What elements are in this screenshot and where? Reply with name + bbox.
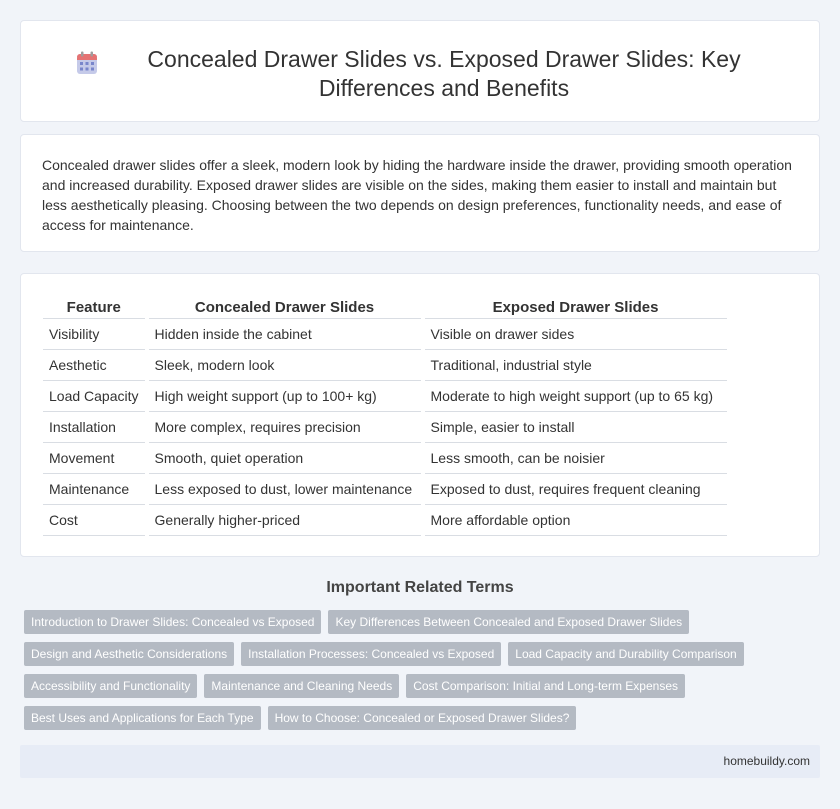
table-row bbox=[43, 350, 727, 381]
concealed-cell: More complex, requires precision bbox=[149, 412, 421, 443]
footer bbox=[20, 745, 820, 778]
concealed-cell: Smooth, quiet operation bbox=[149, 443, 421, 474]
footer-site-name[interactable]: homebuildy.com bbox=[723, 754, 810, 768]
header-concealed: Concealed Drawer Slides bbox=[149, 295, 421, 319]
exposed-cell: Simple, easier to install bbox=[425, 412, 727, 443]
related-terms-list bbox=[24, 610, 824, 738]
exposed-cell: Less smooth, can be noisier bbox=[425, 443, 727, 474]
related-term-tag[interactable]: Design and Aesthetic Considerations bbox=[24, 642, 234, 666]
related-terms-title: Important Related Terms bbox=[326, 579, 514, 596]
table-row bbox=[43, 505, 727, 536]
exposed-cell: Visible on drawer sides bbox=[425, 319, 727, 350]
comparison-card bbox=[20, 273, 820, 557]
feature-cell: Aesthetic bbox=[43, 350, 145, 381]
concealed-cell: Sleek, modern look bbox=[149, 350, 421, 381]
related-term-tag[interactable]: Maintenance and Cleaning Needs bbox=[204, 674, 399, 698]
feature-cell: Maintenance bbox=[43, 474, 145, 505]
table-row bbox=[43, 319, 727, 350]
table-row bbox=[43, 474, 727, 505]
header-exposed: Exposed Drawer Slides bbox=[425, 295, 727, 319]
exposed-cell: Moderate to high weight support (up to 65 kg) bbox=[425, 381, 727, 412]
related-term-tag[interactable]: Installation Processes: Concealed vs Exposed bbox=[241, 642, 501, 666]
exposed-cell: Exposed to dust, requires frequent cleaning bbox=[425, 474, 727, 505]
concealed-cell: Generally higher-priced bbox=[149, 505, 421, 536]
comparison-table bbox=[43, 295, 727, 536]
related-term-tag[interactable]: Introduction to Drawer Slides: Concealed vs Exposed bbox=[24, 610, 321, 634]
feature-cell: Cost bbox=[43, 505, 145, 536]
related-term-tag[interactable]: Best Uses and Applications for Each Type bbox=[24, 706, 261, 730]
feature-cell: Load Capacity bbox=[43, 381, 145, 412]
feature-cell: Visibility bbox=[43, 319, 145, 350]
related-term-tag[interactable]: Load Capacity and Durability Comparison bbox=[508, 642, 743, 666]
related-term-tag[interactable]: How to Choose: Concealed or Exposed Drawer Slides? bbox=[268, 706, 577, 730]
calendar-icon bbox=[76, 51, 98, 75]
related-term-tag[interactable]: Key Differences Between Concealed and Exposed Drawer Slides bbox=[328, 610, 689, 634]
feature-cell: Installation bbox=[43, 412, 145, 443]
table-row bbox=[43, 381, 727, 412]
table-header-row bbox=[43, 295, 727, 319]
related-term-tag[interactable]: Accessibility and Functionality bbox=[24, 674, 197, 698]
header-feature: Feature bbox=[43, 295, 145, 319]
table-row bbox=[43, 443, 727, 474]
page-title: Concealed Drawer Slides vs. Exposed Drawer Slides: Key Differences and Benefits bbox=[147, 46, 741, 101]
intro-card bbox=[20, 134, 820, 252]
concealed-cell: Less exposed to dust, lower maintenance bbox=[149, 474, 421, 505]
table-row bbox=[43, 412, 727, 443]
concealed-cell: High weight support (up to 100+ kg) bbox=[149, 381, 421, 412]
exposed-cell: More affordable option bbox=[425, 505, 727, 536]
intro-paragraph: Concealed drawer slides offer a sleek, modern look by hiding the hardware inside the drawer, providing smooth operation and increased durability. Exposed drawer slides are visible on the sides, making them easier to install and maintain but less aesthetically pleasing. Choosing between the two depends on design preferences, functionality needs, and ease of access for maintenance. bbox=[42, 157, 792, 233]
related-term-tag[interactable]: Cost Comparison: Initial and Long-term Expenses bbox=[406, 674, 685, 698]
feature-cell: Movement bbox=[43, 443, 145, 474]
exposed-cell: Traditional, industrial style bbox=[425, 350, 727, 381]
concealed-cell: Hidden inside the cabinet bbox=[149, 319, 421, 350]
header-card bbox=[20, 20, 820, 122]
